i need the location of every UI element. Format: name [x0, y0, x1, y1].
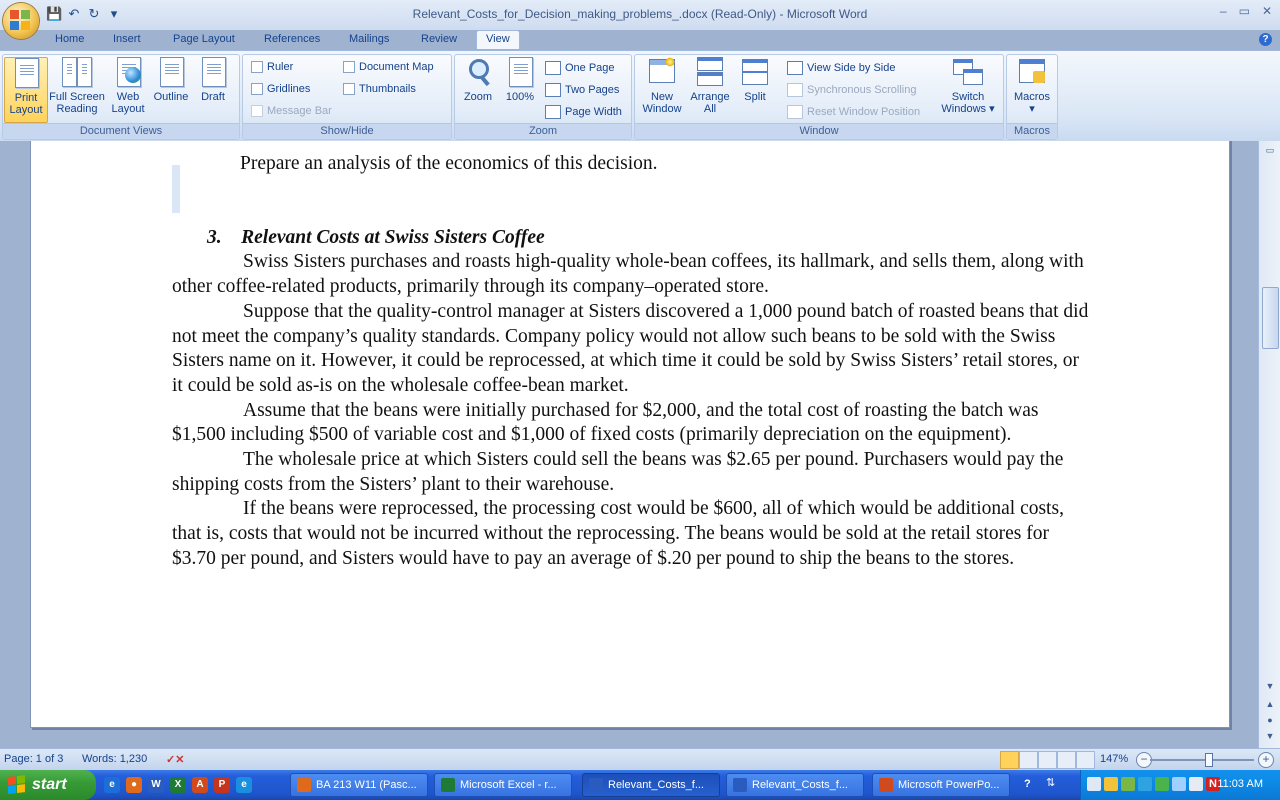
- switch-windows-icon: [953, 57, 983, 87]
- excel-icon[interactable]: X: [170, 777, 186, 793]
- view-shortcuts: [1000, 751, 1095, 769]
- ribbon-tabs: [0, 30, 1280, 50]
- outline-view-icon[interactable]: [1057, 751, 1076, 769]
- outline-button[interactable]: Outline: [149, 57, 193, 103]
- status-bar: [0, 748, 1280, 771]
- previous-page-icon[interactable]: ▲: [1265, 699, 1275, 709]
- synchronous-scrolling-button[interactable]: Synchronous Scrolling: [787, 83, 916, 97]
- zoom-100-button[interactable]: 100%: [501, 57, 539, 103]
- gridlines-checkbox[interactable]: Gridlines: [251, 83, 310, 95]
- group-label-document-views: Document Views: [3, 123, 239, 139]
- web-layout-view-icon[interactable]: [1038, 751, 1057, 769]
- zoom-slider[interactable]: [1150, 759, 1254, 761]
- powerpoint-icon: [879, 778, 893, 792]
- zoom-level[interactable]: 147%: [1100, 753, 1129, 765]
- document-paragraph: Suppose that the quality-control manager at Sisters discovered a 1,000 pound batch of roasted beans that did not meet the company’s quality standards. Company policy would not allow such beans to be sold with the Swiss Sisters name on it. However, it could be reprocessed, at which time it could be sold by Swiss Sisters’ retail stores, or it could be sold as-is on the wholesale coffee-bean market.: [172, 300, 1089, 396]
- new-window-button[interactable]: New Window: [639, 57, 685, 115]
- arrange-all-button[interactable]: Arrange All: [687, 57, 733, 115]
- arrange-all-icon: [695, 57, 725, 87]
- full-screen-view-icon[interactable]: [1019, 751, 1038, 769]
- title-bar: [0, 0, 1280, 30]
- customize-qat-icon[interactable]: ▾: [110, 6, 118, 21]
- office-logo-icon: [10, 10, 32, 32]
- group-document-views: [2, 54, 240, 140]
- windows-flag-icon: [8, 775, 26, 795]
- undo-icon[interactable]: ↶: [68, 6, 80, 21]
- system-tray: [1080, 770, 1280, 800]
- sync-scroll-icon: [787, 83, 803, 97]
- taskbar: [0, 770, 1280, 800]
- redo-icon[interactable]: ↻: [88, 6, 100, 21]
- group-label-macros: Macros: [1007, 123, 1057, 139]
- switch-windows-button[interactable]: Switch Windows ▾: [937, 57, 999, 115]
- scroll-down-arrow-icon[interactable]: ▼: [1265, 681, 1275, 691]
- reset-window-position-button[interactable]: Reset Window Position: [787, 105, 920, 119]
- start-button[interactable]: start: [0, 770, 96, 800]
- document-paragraph: Swiss Sisters purchases and roasts high-quality whole-bean coffees, its hallmark, and sells them, along with other coffee-related products, primarily through its company–operated store.: [172, 251, 1084, 298]
- zoom-in-icon[interactable]: +: [1258, 752, 1274, 768]
- one-page-icon: [545, 61, 561, 75]
- document-paragraph: The wholesale price at which Sisters could sell the beans was $2.65 per pound. Purchasers would pay the shipping costs from the Sisters’ plant to their warehouse.: [172, 449, 1064, 495]
- change-bar: [172, 165, 180, 213]
- page-width-button[interactable]: Page Width: [545, 105, 622, 119]
- tab-review[interactable]: Review: [421, 33, 458, 45]
- document-paragraph: Assume that the beans were initially purchased for $2,000, and the total cost of roasting the batch was $1,500 including $500 of variable cost and $1,000 of fixed costs (primarily depreciation on the equipment).: [172, 399, 1039, 446]
- firefox-icon: [297, 778, 311, 792]
- group-label-window: Window: [635, 123, 1003, 139]
- scrollbar-thumb[interactable]: [1262, 287, 1279, 349]
- network-icon[interactable]: ⇅: [1046, 777, 1056, 789]
- full-screen-reading-button[interactable]: Full Screen Reading: [47, 57, 107, 115]
- acrobat-icon[interactable]: A: [192, 777, 208, 793]
- reset-position-icon: [787, 105, 803, 119]
- tray-app-icon[interactable]: [1087, 777, 1101, 791]
- zoom-slider-thumb[interactable]: [1205, 753, 1213, 767]
- globe-icon: [113, 57, 143, 87]
- page-count[interactable]: Page: 1 of 3: [4, 753, 64, 765]
- print-layout-button[interactable]: Print Layout: [4, 57, 48, 123]
- select-browse-object-icon[interactable]: ●: [1267, 715, 1273, 725]
- taskbar-item-powerpoint[interactable]: Microsoft PowerPo...: [872, 773, 1010, 797]
- word-icon[interactable]: W: [148, 777, 164, 793]
- two-pages-button[interactable]: Two Pages: [545, 83, 619, 97]
- quick-launch: [104, 777, 252, 793]
- split-button[interactable]: Split: [735, 57, 775, 103]
- ie-alt-icon[interactable]: e: [236, 777, 252, 793]
- magnifier-icon: [463, 57, 493, 87]
- tray-app-icon[interactable]: [1172, 777, 1186, 791]
- excel-icon: [441, 778, 455, 792]
- word-count[interactable]: Words: 1,230: [82, 753, 148, 765]
- maximize-button[interactable]: ▭: [1238, 4, 1250, 18]
- document-heading: 3. Relevant Costs at Swiss Sisters Coffee: [207, 226, 545, 248]
- ie-icon[interactable]: e: [104, 777, 120, 793]
- view-side-by-side-button[interactable]: View Side by Side: [787, 61, 895, 75]
- thumbnails-checkbox[interactable]: Thumbnails: [343, 83, 416, 95]
- vertical-scrollbar[interactable]: [1258, 141, 1280, 748]
- message-bar-checkbox[interactable]: Message Bar: [251, 105, 332, 117]
- tab-view[interactable]: View: [476, 30, 520, 49]
- tray-n-icon[interactable]: N: [1206, 777, 1220, 791]
- tab-mailings[interactable]: Mailings: [349, 33, 390, 45]
- taskbar-item-browser[interactable]: BA 213 W11 (Pasc...: [290, 773, 428, 797]
- document-paragraph: If the beans were reprocessed, the processing cost would be $600, all of which would be additional costs, that is, costs that would not be incurred without the reprocessing. The beans would be sold at the retail stores for $3.70 per pound, and Sisters would have to pay an average of $.20 per pound to ship the beans to the stores.: [172, 498, 1064, 569]
- word-icon: [733, 778, 747, 792]
- powerpoint-icon[interactable]: P: [214, 777, 230, 793]
- print-layout-icon: [11, 58, 41, 88]
- side-by-side-icon: [787, 61, 803, 75]
- page-width-icon: [545, 105, 561, 119]
- new-window-icon: [647, 57, 677, 87]
- save-icon[interactable]: 💾: [46, 6, 63, 21]
- group-window: [634, 54, 1004, 140]
- ruler-toggle-icon[interactable]: ▭: [1265, 145, 1275, 155]
- shield-icon[interactable]: [1104, 777, 1118, 791]
- draft-button[interactable]: Draft: [193, 57, 233, 103]
- document-body[interactable]: [172, 152, 1092, 572]
- proofing-icon[interactable]: ✓✕: [166, 754, 185, 766]
- draft-icon: [198, 57, 228, 87]
- draft-view-icon[interactable]: [1076, 751, 1095, 769]
- ribbon: [0, 50, 1280, 142]
- taskbar-item-excel[interactable]: Microsoft Excel - r...: [434, 773, 572, 797]
- tray-app-icon[interactable]: [1138, 777, 1152, 791]
- outline-icon: [156, 57, 186, 87]
- document-line-top: Prepare an analysis of the economics of this decision.: [240, 153, 658, 174]
- zoom-button[interactable]: Zoom: [459, 57, 497, 103]
- firefox-icon[interactable]: ●: [126, 777, 142, 793]
- group-zoom: [454, 54, 632, 140]
- print-layout-view-icon[interactable]: [1000, 751, 1019, 769]
- full-screen-reading-icon: [62, 57, 92, 87]
- web-layout-button[interactable]: Web Layout: [107, 57, 149, 115]
- minimize-button[interactable]: –: [1219, 4, 1227, 18]
- close-button[interactable]: ✕: [1261, 4, 1272, 18]
- office-button[interactable]: [3, 3, 39, 39]
- clock: 11:03 AM: [1217, 778, 1263, 790]
- ruler-checkbox[interactable]: Ruler: [251, 61, 293, 73]
- group-label-show-hide: Show/Hide: [243, 123, 451, 139]
- one-page-button[interactable]: One Page: [545, 61, 615, 75]
- tab-page-layout[interactable]: Page Layout: [173, 33, 235, 45]
- group-label-zoom: Zoom: [455, 123, 631, 139]
- tray-app-icon[interactable]: [1121, 777, 1135, 791]
- zoom-100-icon: [505, 57, 535, 87]
- tab-insert[interactable]: Insert: [113, 33, 141, 45]
- two-pages-icon: [545, 83, 561, 97]
- volume-icon[interactable]: [1189, 777, 1203, 791]
- document-map-checkbox[interactable]: Document Map: [343, 61, 434, 73]
- help-icon[interactable]: ?: [1259, 33, 1272, 46]
- document-page[interactable]: [30, 141, 1230, 728]
- window-controls: [1220, 4, 1272, 18]
- macros-icon: [1017, 57, 1047, 87]
- tab-references[interactable]: References: [264, 33, 321, 45]
- tab-home[interactable]: Home: [55, 33, 85, 45]
- document-area: [0, 141, 1258, 748]
- next-page-icon[interactable]: ▼: [1265, 731, 1275, 741]
- help-tray-icon[interactable]: ?: [1024, 778, 1031, 790]
- split-icon: [740, 57, 770, 87]
- word-icon: [589, 778, 603, 792]
- macros-button[interactable]: Macros ▾: [1009, 57, 1055, 115]
- taskbar-item-word[interactable]: Relevant_Costs_f...: [726, 773, 864, 797]
- group-show-hide: [242, 54, 452, 140]
- tray-icons: [1087, 777, 1220, 791]
- taskbar-item-word-active[interactable]: Relevant_Costs_f...: [582, 773, 720, 797]
- group-macros: [1006, 54, 1058, 140]
- tray-app-icon[interactable]: [1155, 777, 1169, 791]
- zoom-out-icon[interactable]: −: [1136, 752, 1152, 768]
- window-title: Relevant_Costs_for_Decision_making_problems_.docx (Read-Only) - Microsoft Word: [412, 7, 868, 21]
